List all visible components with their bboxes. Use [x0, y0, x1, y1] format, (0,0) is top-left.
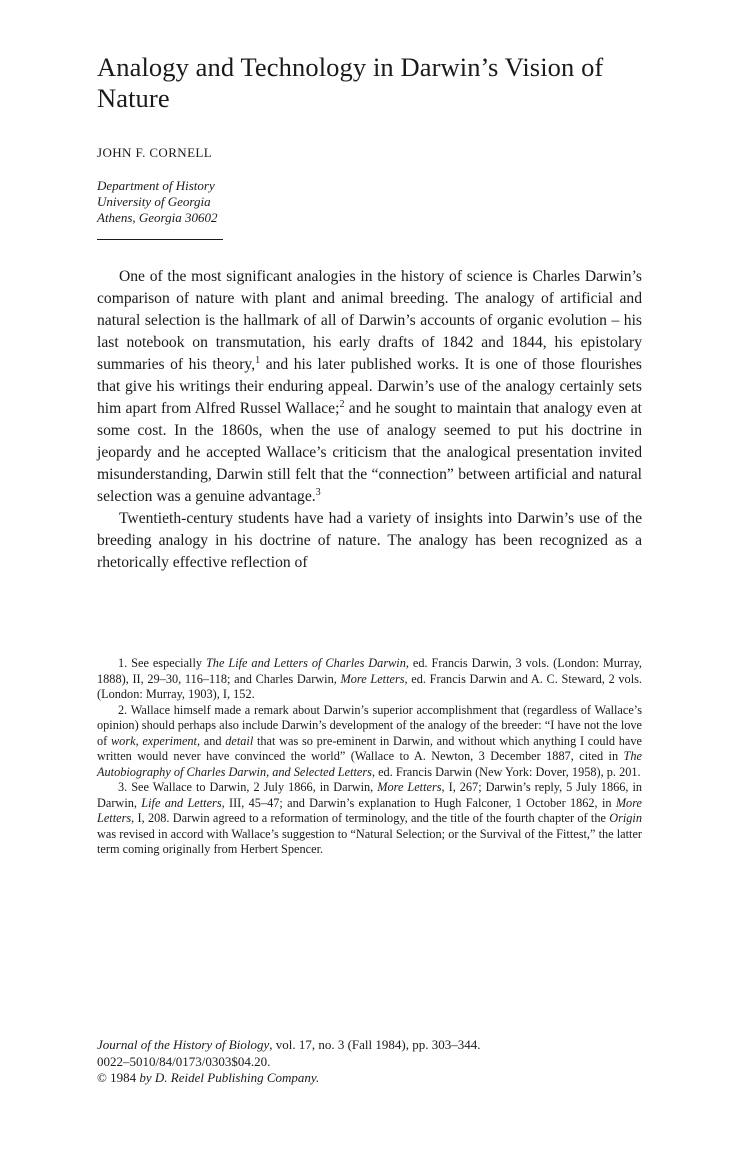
footnote-italic: detail — [225, 733, 254, 748]
affiliation-address: Athens, Georgia 30602 — [97, 210, 218, 225]
affiliation-divider — [97, 239, 223, 240]
footnote-text: 1. See especially — [118, 656, 206, 670]
footnote-text: , ed. Francis Darwin (New York: Dover, 1958), p. 201. — [371, 764, 641, 779]
footnote-text: , III, 45–47; and Darwin’s explanation to Hugh Falconer, 1 October 1862, in — [221, 795, 616, 810]
journal-details: , vol. 17, no. 3 (Fall 1984), pp. 303–344. — [269, 1037, 481, 1052]
publisher-name: by D. Reidel Publishing Company. — [139, 1070, 320, 1086]
body-paragraph-2: Twentieth-century students have had a variety of insights into Darwin’s use of the breeding analogy in his doctrine of nature. The analogy has been recognized as a rhetorically effective reflection of — [97, 510, 642, 571]
footnote-italic: The Autobiography of Charles Darwin, and Selected Letters — [97, 749, 642, 779]
body-paragraph-1 — [97, 266, 642, 508]
affiliation-department: Department of History — [97, 178, 215, 193]
footnote-text: , I, 208. Darwin agreed to a reformation of terminology, and the title of the fourth chapter of the — [131, 811, 610, 825]
footnote-italic: Origin — [609, 811, 642, 825]
body-text: and his later published works. It is one of those flourishes that give his writings their enduring appeal. Darwin’s use of the analogy certainly sets him apart from Alfred Russel Wallace; — [97, 356, 642, 417]
footnote-1 — [97, 656, 642, 703]
footnote-text: that was so pre-eminent in Darwin, and without which anything I could have written would never have convinced the world” (Wallace to A. Newton, 3 December 1887, cited in — [97, 733, 642, 763]
footnote-italic: More Letters — [340, 671, 405, 686]
footnote-text: was revised in accord with Wallace’s suggestion to “Natural Selection; or the Survival of the Fittest,” the latter term coming originally from Herbert Spencer. — [97, 826, 642, 856]
body-text: One of the most significant analogies in the history of science is Charles Darwin’s comparison of nature with plant and animal breeding. The analogy of artificial and natural selection is the hallmark of all of Darwin’s accounts of organic evolution – his last notebook on transmutation, his early drafts of 1842 and 1844, his epistolary summaries of his theory, — [97, 268, 642, 373]
footnote-ref-1: 1 — [255, 354, 261, 366]
publication-info — [97, 1037, 642, 1087]
copyright-line — [97, 1070, 642, 1087]
article-body — [97, 266, 642, 574]
footnote-ref-3: 3 — [315, 486, 321, 498]
journal-citation — [97, 1037, 642, 1054]
article-title: Analogy and Technology in Darwin’s Vision of Nature — [97, 52, 604, 113]
footnote-text: , I, 267; Darwin’s reply, 5 July 1866, in Darwin, — [97, 780, 643, 810]
footnote-text: , ed. Francis Darwin, 3 vols. (London: Murray, 1888), II, 29–30, 116–118; and Charles Darwin, — [97, 656, 642, 686]
body-text: and he sought to maintain that analogy even at some cost. In the 1860s, when the use of analogy seemed to put his doctrine in jeopardy and he accepted Wallace’s criticism that the analogical presentation invited misunderstanding, Darwin still felt that the “connection” between artificial and natural selection was a genuine advantage. — [97, 400, 642, 505]
footnote-italic: The Life and Letters of Charles Darwin — [205, 656, 406, 670]
footnote-text: 3. See Wallace to Darwin, 2 July 1866, in Darwin, — [118, 780, 378, 794]
author-affiliation — [97, 178, 217, 226]
copyright-year: © 1984 — [97, 1070, 140, 1086]
footnote-italic: More Letters — [97, 795, 642, 825]
footnotes — [97, 656, 642, 858]
footnote-italic: Life and Letters — [141, 795, 222, 810]
footnote-italic: work, experiment, — [110, 733, 201, 748]
footnote-text: and — [200, 733, 226, 748]
journal-name: Journal of the History of Biology — [97, 1037, 270, 1052]
footnote-italic: More Letters — [377, 780, 442, 794]
footnote-3 — [97, 780, 642, 858]
footnote-text: , ed. Francis Darwin and A. C. Steward, 2 vols. (London: Murray, 1903), I, 152. — [97, 671, 642, 701]
footnote-ref-2: 2 — [339, 398, 345, 410]
footnote-text: 2. Wallace himself made a remark about Darwin’s superior accomplishment that (regardless of Wallace’s opinion) should perhaps also include Darwin’s development of the analogy of the breeder: “I have not the love of — [97, 702, 642, 748]
affiliation-university: University of Georgia — [97, 194, 211, 209]
author-name: JOHN F. CORNELL — [97, 145, 213, 160]
footnote-2 — [97, 703, 642, 781]
article-code: 0022–5010/84/0173/0303$04.20. — [97, 1053, 271, 1069]
